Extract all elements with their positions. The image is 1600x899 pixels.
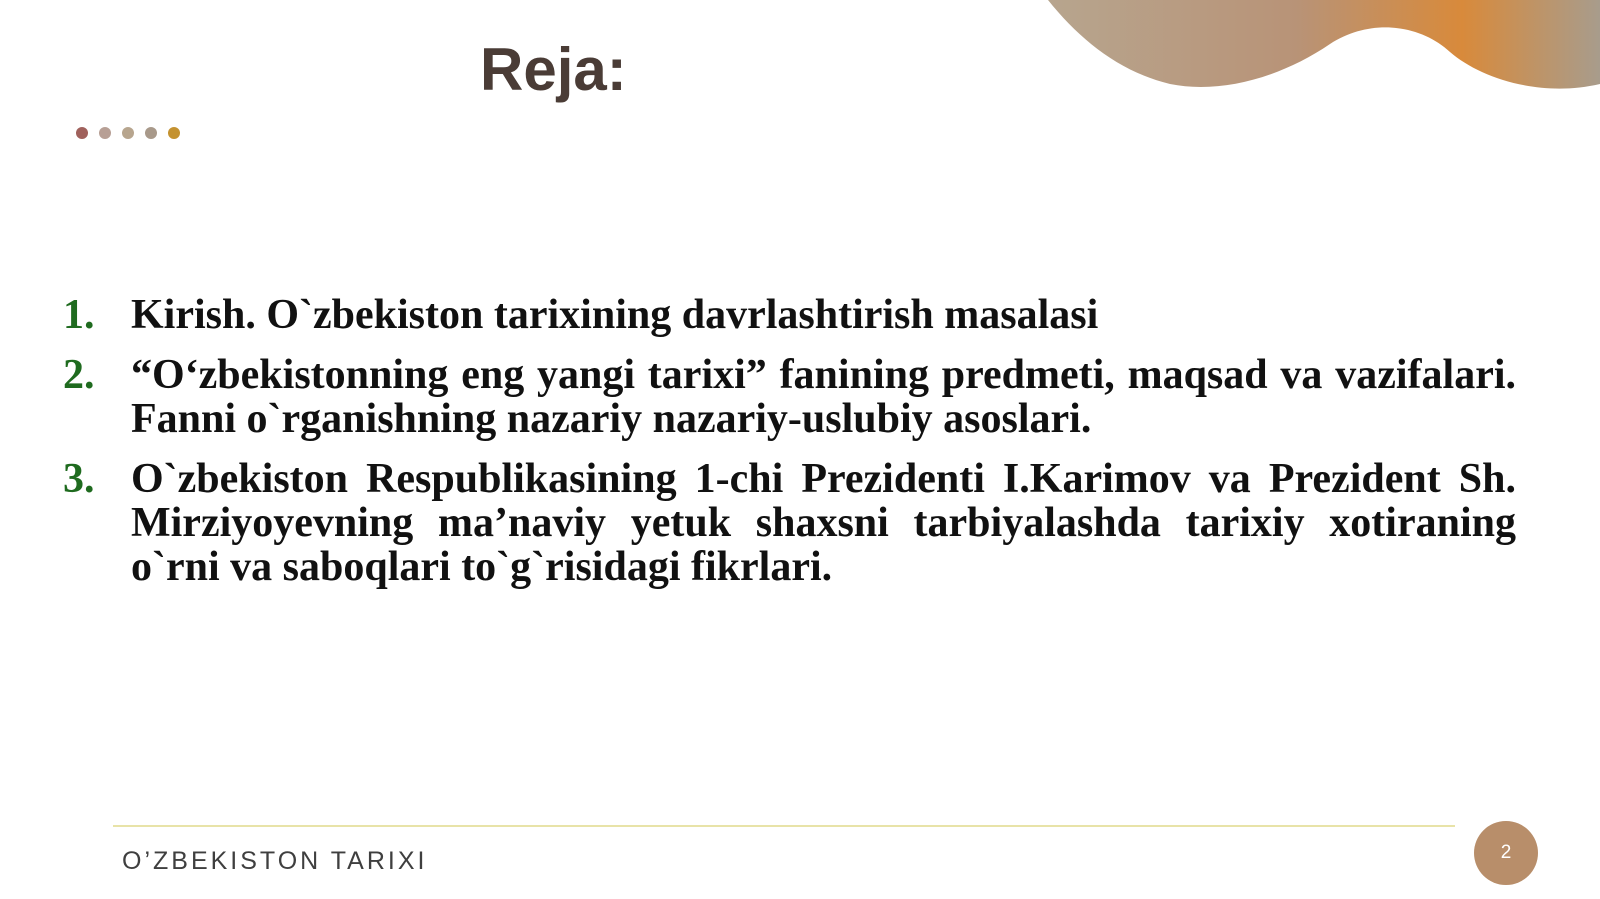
dot-4: [145, 127, 157, 139]
footer-divider: [113, 825, 1455, 827]
dot-2: [99, 127, 111, 139]
dot-1: [76, 127, 88, 139]
page-number-badge: 2: [1474, 821, 1538, 885]
agenda-item-text: O`zbekiston Respublikasining 1-chi Prezidenti I.Karimov va Prezident Sh. Mirziyoyevning ma’naviy yetuk shaxsni tarbiyalashda tarixiy xotiraning o`rni va saboqlari to`g`risidagi fikrlari.: [131, 456, 1516, 590]
dot-3: [122, 127, 134, 139]
dot-5: [168, 127, 180, 139]
slide-title: Reja:: [480, 36, 627, 103]
agenda-list: [63, 293, 1516, 605]
agenda-item-2: [63, 353, 1516, 441]
agenda-item-number: 3.: [63, 456, 95, 502]
agenda-item-number: 1.: [63, 292, 95, 338]
agenda-item-text: Kirish. O`zbekiston tarixining davrlashtirish masalasi: [131, 292, 1099, 338]
footer-title: O’ZBEKISTON TARIXI: [122, 847, 428, 875]
agenda-item-1: [63, 293, 1516, 337]
agenda-item-number: 2.: [63, 352, 95, 398]
agenda-item-3: [63, 457, 1516, 589]
agenda-item-text: “O‘zbekistonning eng yangi tarixi” fanining predmeti, maqsad va vazifalari. Fanni o`rganishning nazariy nazariy-uslubiy asoslari.: [131, 352, 1516, 442]
decorative-dots: [76, 127, 180, 139]
